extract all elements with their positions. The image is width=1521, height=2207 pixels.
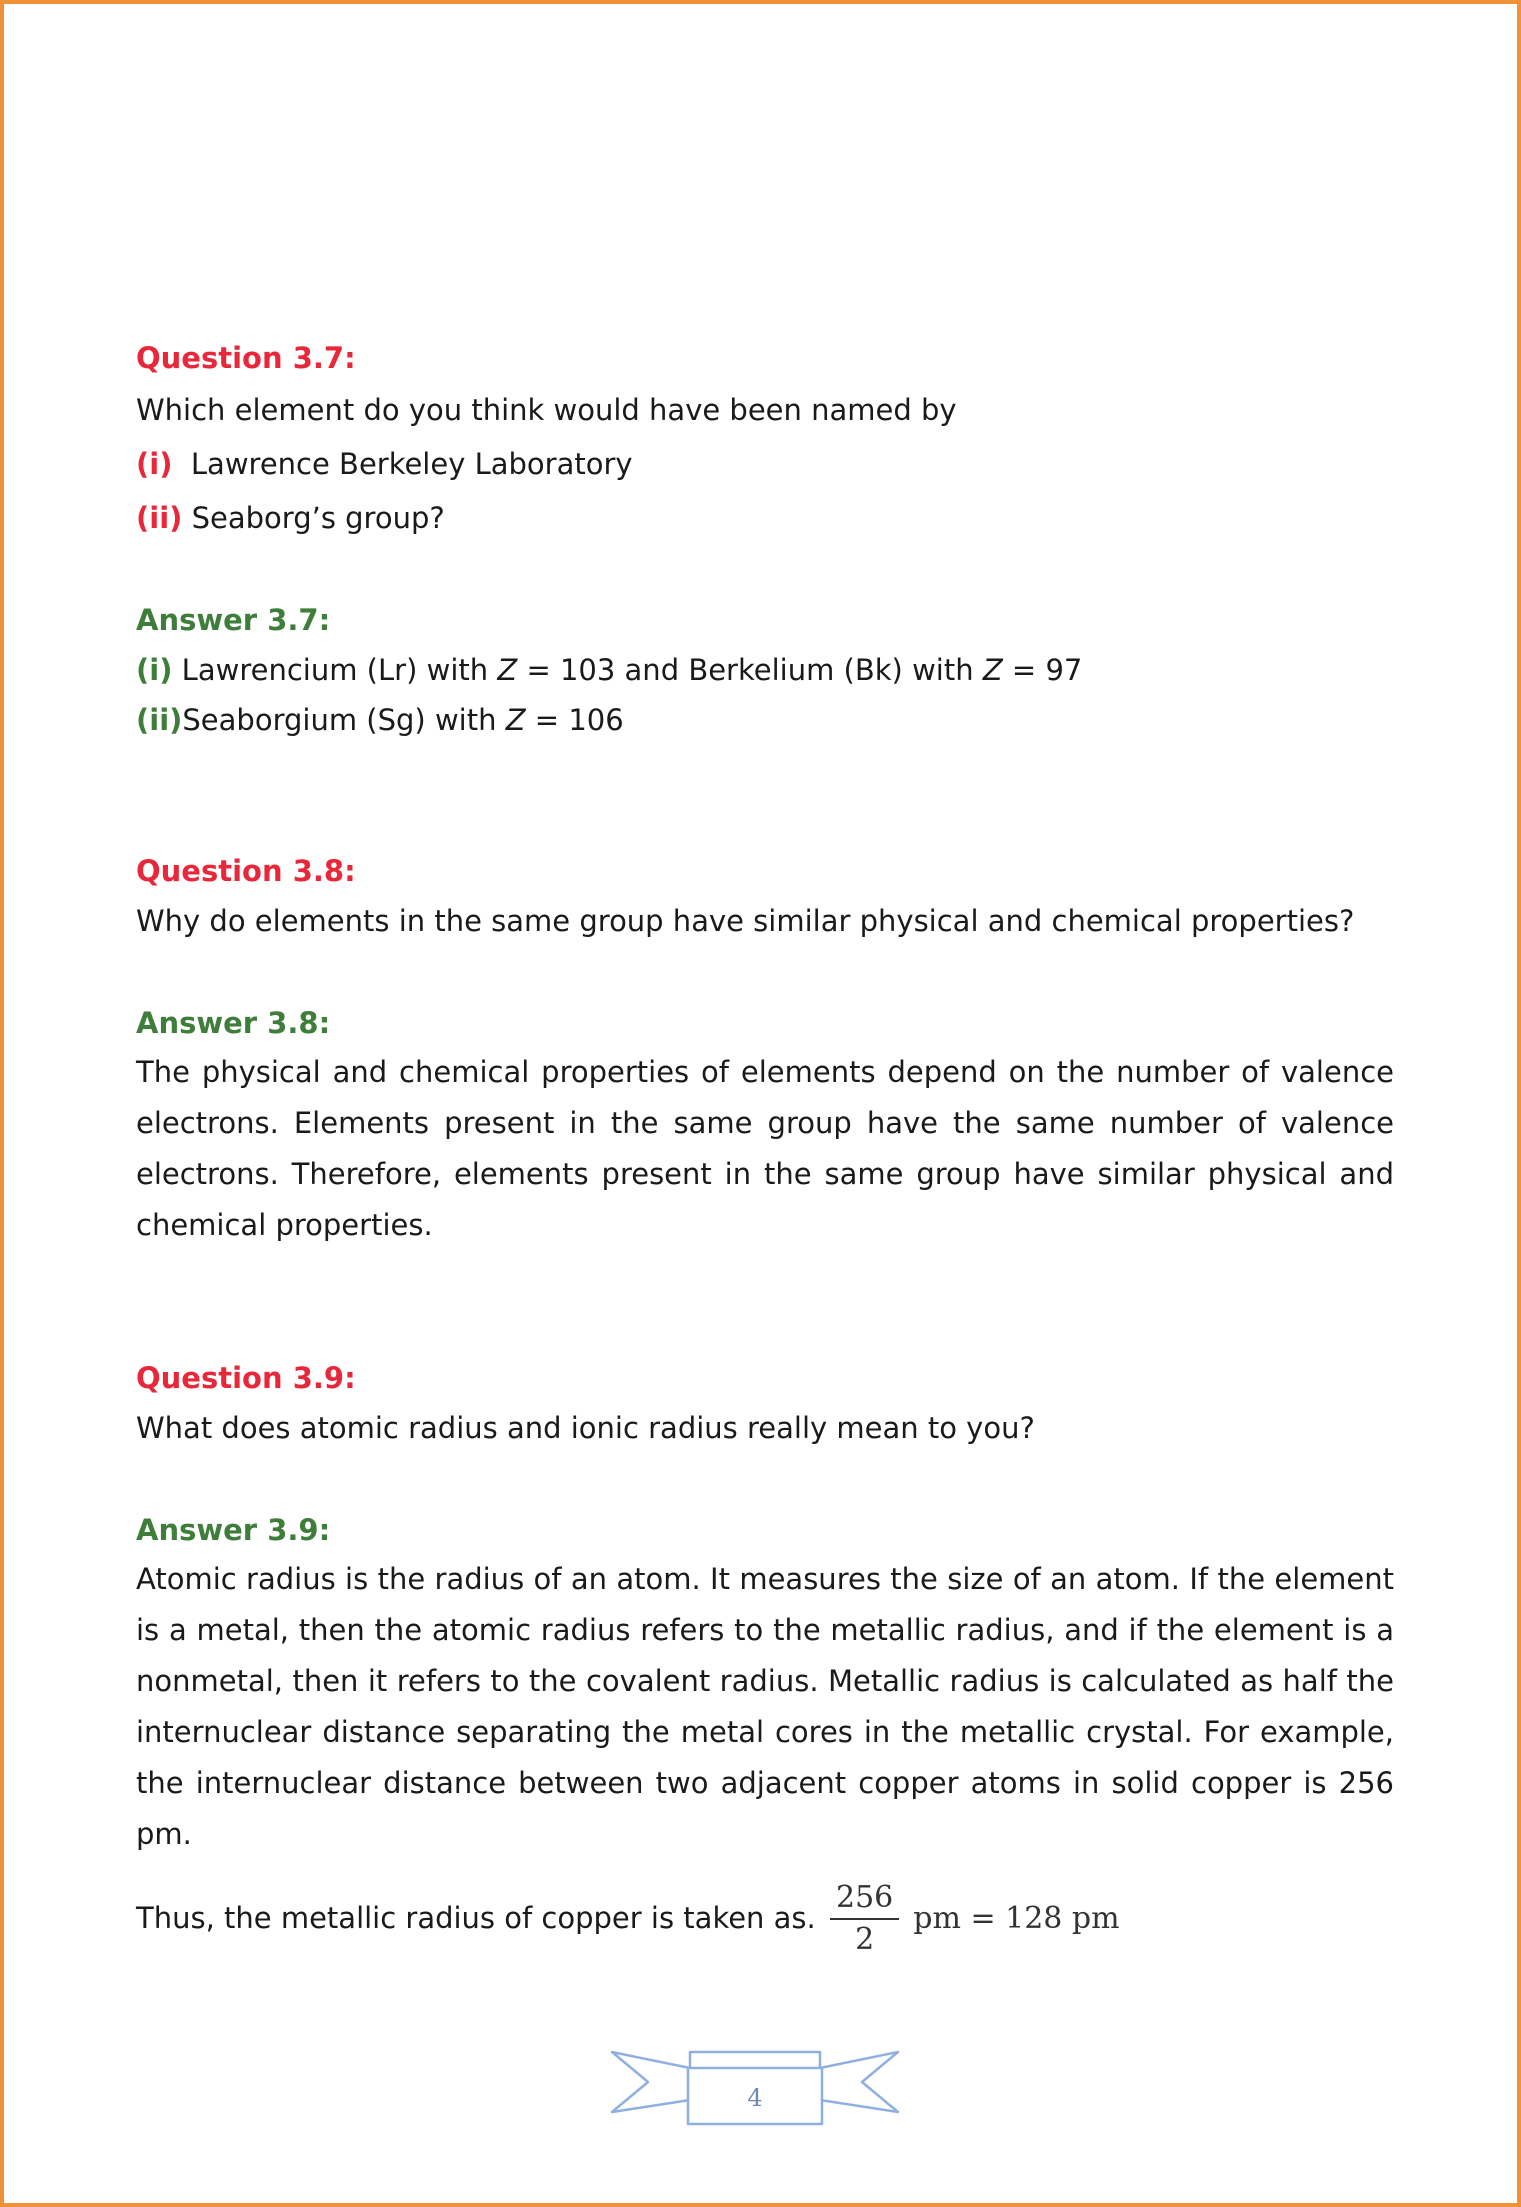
answer-text: = 103 and Berkelium (Bk) with [517, 653, 983, 687]
fraction-numerator: 256 [830, 1878, 899, 1920]
formula-intro: Thus, the metallic radius of copper is taken as. [136, 1901, 816, 1935]
fraction-denominator: 2 [855, 1922, 875, 1957]
answer-marker: (ii) [136, 703, 183, 737]
question-3-7 [136, 340, 1394, 536]
page-number-ribbon [610, 2042, 900, 2132]
answer-text: = 97 [1002, 653, 1083, 687]
answer-paragraph: Atomic radius is the radius of an atom. It measures the size of an atom. If the element is a metal, then the atomic radius refers to the metallic radius, and if the element is a nonmetal, then it refers to the covalent radius. Metallic radius is calculated as half the internuclear distance separating the metal cores in the metallic crystal. For example, the internuclear distance between two adjacent copper atoms in solid copper is 256 pm. [136, 1562, 1394, 1851]
answer-heading: Answer 3.8: [136, 1006, 331, 1040]
question-3-8 [136, 853, 1394, 939]
formula-rest: pm = 128 pm [913, 1901, 1120, 1936]
question-item [136, 446, 1394, 482]
answer-3-8 [136, 1005, 1394, 1251]
question-3-9 [136, 1360, 1394, 1446]
answer-text: Seaborgium (Sg) with [182, 703, 506, 737]
question-text: Which element do you think would have been named by [136, 393, 957, 427]
answer-line [136, 702, 1394, 738]
answer-text: Lawrencium (Lr) with [181, 653, 498, 687]
answer-heading: Answer 3.9: [136, 1513, 331, 1547]
answer-text: = 106 [525, 703, 624, 737]
question-heading: Question 3.8: [136, 854, 356, 888]
item-text: Seaborg’s group? [191, 501, 445, 535]
formula-line [136, 1880, 1394, 1957]
fraction [830, 1878, 899, 1960]
page-number: 4 [747, 2084, 763, 2112]
metallic-radius-formula [830, 1878, 1120, 1960]
item-marker: (ii) [136, 501, 183, 535]
answer-3-9 [136, 1512, 1394, 1957]
variable-z: Z [497, 653, 518, 687]
variable-z: Z [982, 653, 1003, 687]
answer-marker: (i) [136, 653, 173, 687]
answer-3-7 [136, 602, 1394, 738]
answer-line [136, 652, 1394, 688]
answer-paragraph: The physical and chemical properties of elements depend on the number of valence electrons. Elements present in the same group have the same number of valence electrons. Therefore, elements present in the same group have similar physical and chemical properties. [136, 1055, 1394, 1242]
question-heading: Question 3.9: [136, 1361, 356, 1395]
question-item [136, 500, 1394, 536]
question-text: Why do elements in the same group have similar physical and chemical properties? [136, 904, 1355, 938]
item-text: Lawrence Berkeley Laboratory [190, 447, 633, 481]
question-heading: Question 3.7: [136, 341, 356, 375]
question-text: What does atomic radius and ionic radius really mean to you? [136, 1411, 1035, 1445]
variable-z: Z [505, 703, 526, 737]
answer-heading: Answer 3.7: [136, 603, 331, 637]
item-marker: (i) [136, 447, 173, 481]
